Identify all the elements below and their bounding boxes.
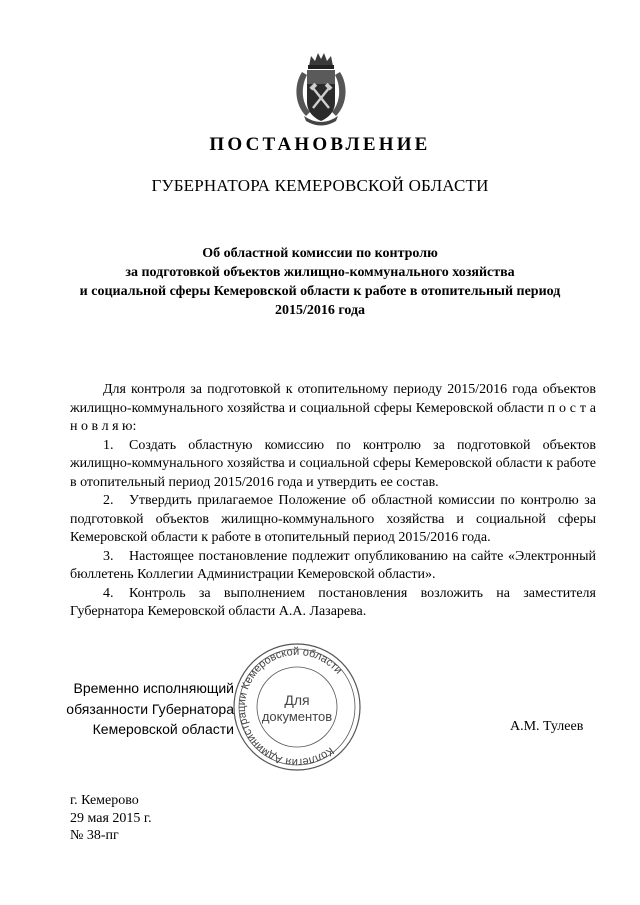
official-stamp [231,641,363,773]
item-text: Контроль за выполнением постановления возложить на заместителя Губернатора Кемеровской области А.А. Лазарева. [70,585,596,619]
signatory-position-line: обязанности Губернатора [66,700,234,717]
item-number: 1. [103,437,114,453]
stamp-center-line: Для [284,692,310,708]
resolution-item [70,437,596,493]
resolution-item [70,585,596,622]
resolution-body [70,381,596,622]
resolution-heading [50,244,590,320]
heading-line: 2015/2016 года [274,303,366,318]
signatory-position-line: Кемеровской области [92,721,234,737]
signatory-position [60,678,234,740]
item-number: 3. [103,548,114,564]
stamp-ring-text: Коллегия Администрации Кемеровской области [235,645,345,769]
item-number: 2. [103,493,114,508]
item-text: Утвердить прилагаемое Положение об областной комиссии по контролю за подготовкой объектов жилищно-коммунального хозяйства и социальной сферы Кемеровской области к работе в отопительный период 2015/2016 года. [70,493,596,545]
item-text: Создать областную комиссию по контролю за подготовкой объектов жилищно-коммунального хозяйства и социальной сферы Кемеровской области к работе в отопительный период 2015/2016 года и утвердить ее состав. [70,437,596,490]
document-footer [70,792,152,845]
heading-line: Об областной комиссии по контролю [202,246,438,261]
resolution-item [70,548,596,585]
issue-city: г. Кемерово [70,793,139,808]
preamble-paragraph: Для контроля за подготовкой к отопительному периоду 2015/2016 года объектов жилищно-коммунального хозяйства и социальной сферы Кемеровской области п о с т а н о в л я ю: [70,382,596,434]
heading-line: за подготовкой объектов жилищно-коммунального хозяйства [125,265,515,280]
document-type-title: ПОСТАНОВЛЕНИЕ [209,134,431,155]
signatory-name: А.М. Тулеев [510,719,584,734]
item-text: Настоящее постановление подлежит опубликованию на сайте «Электронный бюллетень Коллегии Администрации Кемеровской области». [70,548,596,582]
item-number: 4. [103,585,114,601]
stamp-center-line: документов [261,709,333,724]
signatory-position-line: Временно исполняющий [73,680,234,696]
resolution-item [70,492,596,548]
heading-line: и социальной сферы Кемеровской области к работе в отопительный период [79,284,561,299]
issue-date: 29 мая 2015 г. [70,810,152,826]
document-number: № 38-пг [70,828,119,843]
issuer-title: ГУБЕРНАТОРА КЕМЕРОВСКОЙ ОБЛАСТИ [151,176,489,195]
coat-of-arms-emblem [292,50,350,126]
